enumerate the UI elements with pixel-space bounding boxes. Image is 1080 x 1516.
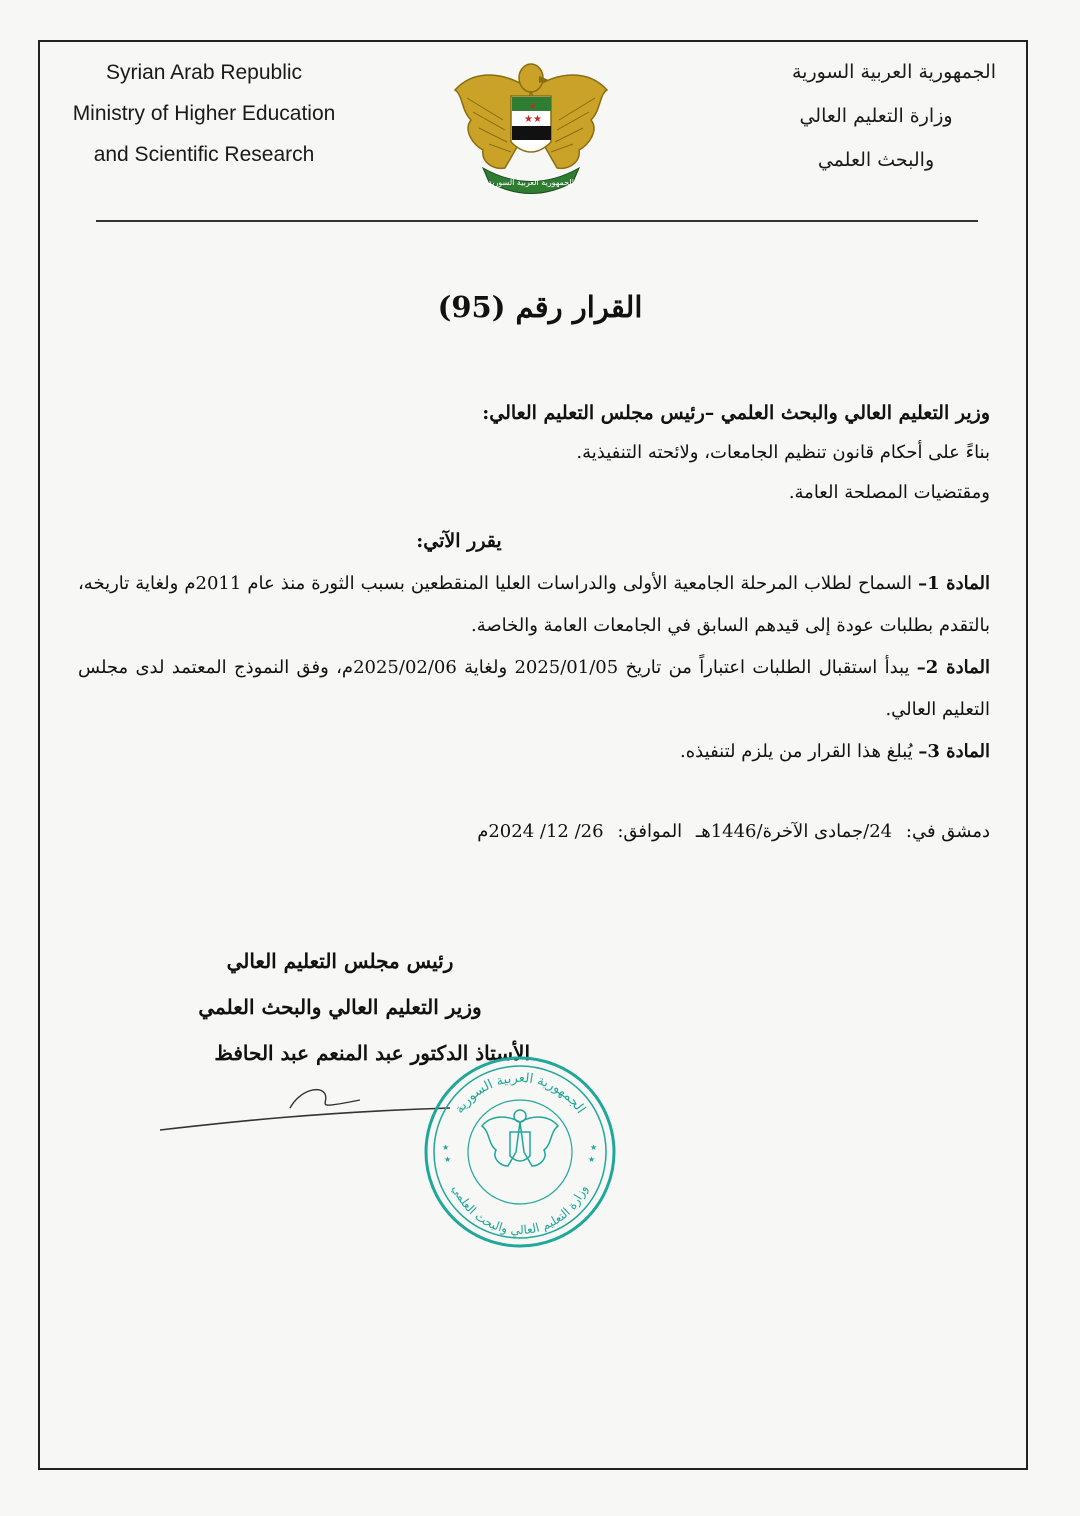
header-english-line-1: Syrian Arab Republic <box>105 61 303 84</box>
header-english-line-2: Ministry of Higher Education <box>72 102 336 125</box>
stamp-eagle-icon <box>482 1110 558 1166</box>
header-divider <box>96 220 978 222</box>
article-3-text: يُبلغ هذا القرار من يلزم لتنفيذه. <box>680 741 919 762</box>
svg-text:★: ★ <box>529 102 537 111</box>
svg-text:★: ★ <box>533 114 542 125</box>
preamble-interest: ومقتضيات المصلحة العامة. <box>788 482 990 503</box>
official-stamp <box>420 1052 620 1252</box>
article-1 <box>78 563 990 647</box>
date-gregorian: 26/ 12/ 2024م <box>477 821 604 842</box>
preamble-basis: بناءً على أحكام قانون تنظيم الجامعات، ولائحته التنفيذية. <box>576 442 990 463</box>
article-1-label: المادة 1– <box>918 573 990 594</box>
preamble-decides: يقرر الآتي: <box>416 530 502 552</box>
header-english <box>58 52 350 175</box>
header-arabic-line-2: وزارة التعليم العالي <box>799 105 953 127</box>
article-2 <box>78 647 990 731</box>
syrian-eagle-emblem-icon <box>443 50 619 200</box>
decision-title: القرار رقم (95) <box>437 290 643 324</box>
signature-title-1: رئيس مجلس التعليم العالي <box>226 949 454 973</box>
decision-body <box>78 393 990 773</box>
header-arabic <box>756 50 996 182</box>
date-hijri: 24/جمادى الآخرة/1446هـ <box>695 821 893 842</box>
date-line <box>290 812 990 852</box>
preamble-minister: وزير التعليم العالي والبحث العلمي –رئيس مجلس التعليم العالي: <box>482 402 990 424</box>
stamp-top-text: الجمهورية العربية السورية <box>452 1070 589 1117</box>
emblem-ribbon-text: الجمهورية العربية السورية <box>488 178 574 187</box>
svg-text:★: ★ <box>444 1155 452 1164</box>
date-place-label: دمشق في: <box>905 821 990 842</box>
svg-text:وزارة التعليم العالي والبحث ال <box>450 1183 591 1237</box>
signature-title-2: وزير التعليم العالي والبحث العلمي <box>198 995 482 1019</box>
svg-text:★: ★ <box>442 1143 450 1152</box>
article-2-text: يبدأ استقبال الطلبات اعتباراً من تاريخ 2025/01/05 ولغاية 2025/02/06م، وفق النموذج المعتمد لدى مجلس التعليم العالي. <box>78 657 990 720</box>
stamp-bottom-text: وزارة التعليم العالي والبحث العلمي <box>449 1182 591 1238</box>
article-1-text: السماح لطلاب المرحلة الجامعية الأولى والدراسات العليا المنقطعين بسبب الثورة منذ عام 2011م ولغاية تاريخه، بالتقدم بطلبات عودة إلى قيدهم السابق في الجامعات العامة والخاصة. <box>78 573 990 636</box>
svg-text:★: ★ <box>524 114 533 125</box>
header-arabic-line-1: الجمهورية العربية السورية <box>791 61 996 83</box>
article-3 <box>78 731 990 773</box>
signature-name: الأستاذ الدكتور عبد المنعم عبد الحافظ <box>214 1041 530 1065</box>
header-arabic-line-3: والبحث العلمي <box>817 149 935 171</box>
header-english-line-3: and Scientific Research <box>93 143 315 166</box>
article-2-label: المادة 2– <box>916 657 990 678</box>
article-3-label: المادة 3– <box>918 741 990 762</box>
svg-text:★: ★ <box>590 1143 598 1152</box>
date-corresponding-label: الموافق: <box>617 821 683 842</box>
svg-text:★: ★ <box>588 1155 596 1164</box>
